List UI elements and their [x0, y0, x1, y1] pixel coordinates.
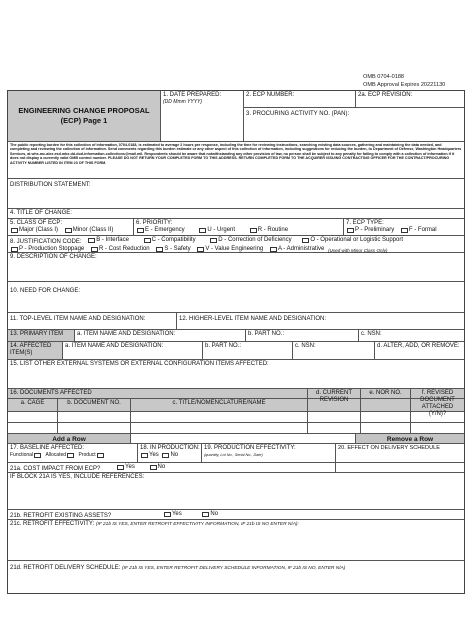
- priority-emergency-label: E - Emergency: [145, 227, 185, 233]
- justification-p-label: P - Production Stoppage: [19, 246, 85, 252]
- ecp-number-block: [244, 91, 464, 141]
- document-attached-input[interactable]: [411, 423, 464, 433]
- affected-items-row: [8, 342, 464, 360]
- justification-r-option[interactable]: [90, 246, 150, 253]
- affected-nsn-field[interactable]: [293, 342, 375, 359]
- document-title-input[interactable]: [131, 423, 308, 433]
- justification-a-option[interactable]: [269, 246, 324, 253]
- class-major-checkbox[interactable]: [11, 228, 18, 233]
- col-nor-no: e. NOR NO.: [361, 389, 411, 411]
- affected-alter-field[interactable]: [375, 342, 464, 359]
- baseline-affected: [8, 444, 138, 462]
- omb-approval: OMB Approval Expires 20221130: [363, 82, 446, 88]
- type-preliminary-checkbox[interactable]: [347, 228, 354, 233]
- retrofit-delivery: [8, 561, 464, 585]
- justification-d-checkbox[interactable]: [210, 238, 217, 243]
- document-nor-input[interactable]: [361, 412, 411, 422]
- priority-label: 6. PRIORITY:: [136, 220, 173, 226]
- justification-d-option[interactable]: [209, 237, 291, 244]
- ecp-number-row: [244, 91, 464, 108]
- justification-b-label: B - Interface: [96, 237, 129, 243]
- title-of-change-label: 4. TITLE OF CHANGE:: [10, 210, 72, 216]
- priority: [134, 219, 344, 235]
- document-revision-input[interactable]: [308, 412, 361, 422]
- justification-o-option[interactable]: [301, 237, 403, 244]
- ecp-revision-label: 2a. ECP REVISION:: [358, 92, 413, 98]
- baseline-allocated-checkbox[interactable]: [67, 453, 74, 458]
- justification-o-label: O - Operational or Logistic Support: [310, 237, 404, 243]
- affected-name-field[interactable]: [63, 342, 203, 359]
- baseline-allocated-option[interactable]: [45, 452, 75, 459]
- class-of-ecp: [8, 219, 134, 235]
- procuring-activity-label: 3. PROCURING ACTIVITY NO. (PAN):: [246, 111, 350, 117]
- retrofit-no-checkbox[interactable]: [202, 512, 209, 517]
- production-effectivity-hint: (quantity, Lot No., Serial No., Date): [204, 453, 263, 457]
- class-major-option[interactable]: [10, 227, 58, 234]
- retrofit-delivery-row[interactable]: [8, 561, 464, 585]
- class-major-label: Major (Class I): [19, 227, 59, 233]
- affected-items-label-line2: ITEM(S): [10, 350, 33, 356]
- add-row-button[interactable]: Add a Row: [8, 434, 131, 443]
- distribution-row[interactable]: [8, 179, 464, 209]
- higher-level-label: 12. HIGHER-LEVEL ITEM NAME AND DESIGNATION:: [179, 316, 327, 322]
- priority-emergency-checkbox[interactable]: [137, 228, 144, 233]
- need-row[interactable]: [8, 282, 464, 313]
- document-nor-input[interactable]: [361, 423, 411, 433]
- retrofit-assets-label: 21b. RETROFIT EXISTING ASSETS?: [10, 513, 112, 519]
- justification-label: 8. JUSTIFICATION CODE:: [10, 239, 82, 245]
- other-systems-label: 15. LIST OTHER EXTERNAL SYSTEMS OR EXTERNAL CONFIGURATION ITEMS AFFECTED:: [10, 361, 269, 367]
- primary-part-label: b. PART NO.:: [248, 331, 285, 337]
- baseline-functional-option[interactable]: [10, 452, 42, 459]
- priority-urgent-option[interactable]: [198, 227, 235, 234]
- retrofit-delivery-label: 21d. RETROFIT DELIVERY SCHEDULE:: [10, 565, 121, 571]
- justification-d-label: D - Correction of Deficiency: [218, 237, 292, 243]
- item-designation-row: [8, 313, 464, 330]
- cost-impact-yes-checkbox[interactable]: [117, 465, 124, 470]
- cost-impact-no-option[interactable]: [149, 464, 166, 471]
- justification-a-label: A - Administrative: [277, 246, 325, 252]
- primary-item-label: 13. PRIMARY ITEM: [8, 330, 75, 341]
- ecp-number-label: 2. ECP NUMBER:: [246, 92, 295, 98]
- baseline-product-option[interactable]: [78, 452, 104, 459]
- primary-item-name-field[interactable]: [75, 330, 246, 341]
- burden-row: [8, 142, 464, 179]
- class-minor-option[interactable]: [64, 227, 114, 234]
- justification-s-label: S - Safety: [164, 246, 191, 252]
- col-document-no: b. DOCUMENT NO.: [58, 399, 131, 411]
- document-attached-input[interactable]: [411, 412, 464, 422]
- in-production-yes-checkbox[interactable]: [141, 453, 148, 458]
- ecp-type-label: 7. ECP TYPE:: [346, 220, 384, 226]
- document-cage-input[interactable]: [8, 423, 58, 433]
- cost-impact-label: 21a. COST IMPACT FROM ECP?: [10, 466, 101, 472]
- retrofit-no-option[interactable]: [201, 511, 218, 518]
- omb-block: [363, 73, 445, 89]
- primary-item-name-label: a. ITEM NAME AND DESIGNATION:: [77, 331, 176, 337]
- affected-nsn-label: c. NSN:: [295, 343, 316, 349]
- cost-impact: [8, 463, 336, 472]
- primary-item-row: [8, 330, 464, 342]
- document-no-input[interactable]: [58, 423, 131, 433]
- delivery-schedule-field[interactable]: [336, 444, 464, 462]
- form-title-line1: ENGINEERING CHANGE PROPOSAL: [18, 106, 150, 115]
- class-priority-type-row: [8, 219, 464, 236]
- retrofit-effectivity: [8, 520, 464, 560]
- priority-routine-label: R - Routine: [257, 227, 289, 233]
- justification-row: [8, 236, 464, 253]
- class-minor-label: Minor (Class II): [72, 227, 114, 233]
- procuring-activity-field[interactable]: [244, 108, 464, 141]
- cost-impact-no-label: No: [157, 464, 166, 470]
- burden-statement: The public reporting burden for this collection of information, 0704-0188, is estimated to average 2 hours per response, including the time for reviewing instructions, searching existing data sources, gathering and maintaining the data needed, and completing and reviewing the collection of information. Send comments regarding this burden estimate or any other aspect of this collection of information, including suggestions for reducing the burden, to Department of Defense, Washington Headquarters Services, at whs.mc-alex.esd.mbx.dd-dod-information-collections@mail.mil. Respondents should be aware that notwithstanding any other provision of law, no person shall be subject to any penalty for failing to comply with a collection of information if it does not display a currently valid OMB control number. PLEASE DO NOT RETURN YOUR COMPLETED FORM TO THIS ADDRESS. RETURN COMPLETED FORM TO THE ACQUIRER ISSUING CONTRACTING OFFICER FOR THE CONTRACT/PROCURING ACTIVITY NUMBER LISTED IN ITEM 23 OF THIS FORM.: [10, 143, 462, 165]
- affected-items-label: [8, 342, 63, 359]
- ecp-number-field[interactable]: [244, 91, 356, 107]
- cost-impact-row: [8, 463, 464, 473]
- retrofit-yes-option[interactable]: [163, 511, 182, 518]
- retrofit-effectivity-row[interactable]: [8, 520, 464, 561]
- references-label: IF BLOCK 21A IS YES, INCLUDE REFERENCES:: [10, 474, 145, 480]
- justification-b-checkbox[interactable]: [88, 238, 95, 243]
- type-formal-label: F - Formal: [408, 227, 437, 233]
- in-production-label: 18. IN PRODUCTION:: [140, 445, 200, 451]
- type-preliminary-option[interactable]: [346, 227, 394, 234]
- document-row[interactable]: [8, 412, 464, 423]
- affected-part-field[interactable]: [203, 342, 293, 359]
- date-prepared-label: 1. DATE PREPARED:: [163, 92, 222, 98]
- baseline-functional-label: Functional: [10, 452, 34, 458]
- document-revision-input[interactable]: [308, 423, 361, 433]
- document-row[interactable]: [8, 423, 464, 434]
- baseline-product-label: Product: [78, 452, 96, 458]
- justification-r-checkbox[interactable]: [91, 247, 98, 252]
- distribution-label: DISTRIBUTION STATEMENT:: [10, 182, 91, 188]
- cost-impact-no-checkbox[interactable]: [150, 465, 157, 470]
- title-of-change-row[interactable]: [8, 209, 464, 219]
- in-production-no-option[interactable]: [161, 452, 178, 459]
- baseline-product-checkbox[interactable]: [97, 453, 104, 458]
- priority-routine-checkbox[interactable]: [250, 228, 257, 233]
- retrofit-delivery-hint: (IF 21b IS YES, ENTER RETROFIT DELIVERY SCHEDULE INFORMATION, IF 21b IS NO, ENTER N/A): [122, 566, 346, 571]
- row-buttons: [8, 434, 464, 444]
- baseline-functional-checkbox[interactable]: [34, 453, 41, 458]
- top-level-field[interactable]: [8, 313, 177, 329]
- description-label: 9. DESCRIPTION OF CHANGE:: [10, 254, 97, 260]
- justification-s-option[interactable]: [155, 246, 190, 253]
- references-row[interactable]: [8, 473, 464, 510]
- form-title-line2: (ECP) Page 1: [60, 116, 108, 125]
- in-production-no-checkbox[interactable]: [162, 453, 169, 458]
- retrofit-yes-label: Yes: [171, 511, 182, 517]
- baseline-row: [8, 444, 464, 463]
- description-row[interactable]: [8, 253, 464, 282]
- type-formal-checkbox[interactable]: [401, 228, 408, 233]
- delivery-schedule-label: 20. EFFECT ON DELIVERY SCHEDULE: [338, 445, 440, 451]
- documents-affected-label: 16. DOCUMENTS AFFECTED: [8, 389, 308, 398]
- type-preliminary-label: P - Preliminary: [355, 227, 395, 233]
- priority-urgent-label: U - Urgent: [207, 227, 236, 233]
- primary-nsn-label: c. NSN:: [361, 331, 382, 337]
- cost-impact-yes-label: Yes: [125, 464, 135, 470]
- remove-row-button[interactable]: Remove a Row: [356, 434, 464, 443]
- justification-c-label: C - Compatibility: [151, 237, 196, 243]
- in-production-yes-label: Yes: [149, 452, 159, 458]
- higher-level-field[interactable]: [177, 313, 464, 329]
- type-formal-option[interactable]: [400, 227, 437, 234]
- retrofit-effectivity-label: 21c. RETROFIT EFFECTIVITY:: [10, 521, 95, 527]
- col-title: c. TITLE/NOMENCLATURE/NAME: [131, 399, 308, 411]
- affected-name-label: a. ITEM NAME AND DESIGNATION:: [65, 343, 164, 349]
- class-minor-checkbox[interactable]: [65, 228, 72, 233]
- document-cage-input[interactable]: [8, 412, 58, 422]
- header-row: [8, 91, 464, 142]
- justification-admin-note: (Used with Minor Class Only): [327, 248, 388, 253]
- priority-urgent-checkbox[interactable]: [199, 228, 206, 233]
- affected-alter-label: d. ALTER, ADD, OR REMOVE:: [377, 343, 460, 349]
- ecp-form: [7, 90, 465, 594]
- affected-part-label: b. PART NO.:: [205, 343, 242, 349]
- col-cage: a. CAGE: [8, 399, 58, 411]
- baseline-label: 17. BASELINE AFFECTED:: [10, 445, 85, 451]
- affected-items-label-line1: 14. AFFECTED: [10, 343, 52, 349]
- in-production-no-label: No: [170, 452, 179, 458]
- justification-c-option[interactable]: [143, 237, 196, 244]
- justification-v-option[interactable]: [196, 246, 263, 253]
- retrofit-assets: [8, 510, 464, 519]
- justification-code: [8, 236, 464, 252]
- justification-c-checkbox[interactable]: [144, 238, 151, 243]
- justification-p-checkbox[interactable]: [11, 247, 18, 252]
- form-title: [8, 91, 161, 141]
- top-level-label: 11. TOP-LEVEL ITEM NAME AND DESIGNATION:: [10, 316, 146, 322]
- retrofit-yes-checkbox[interactable]: [164, 512, 171, 517]
- primary-part-field[interactable]: [246, 330, 359, 341]
- justification-v-label: V - Value Engineering: [205, 246, 264, 252]
- cost-impact-yes-option[interactable]: [116, 464, 135, 471]
- col-current-revision: d. CURRENT REVISION: [308, 389, 361, 411]
- need-label: 10. NEED FOR CHANGE:: [10, 288, 81, 294]
- retrofit-assets-row: [8, 510, 464, 520]
- document-no-input[interactable]: [58, 412, 131, 422]
- in-production-yes-option[interactable]: [140, 452, 159, 459]
- in-production: [138, 444, 202, 462]
- class-of-ecp-label: 5. CLASS OF ECP:: [10, 220, 63, 226]
- production-effectivity-field[interactable]: [202, 444, 336, 462]
- production-effectivity-label: 19. PRODUCTION EFFECTIVITY:: [204, 445, 296, 451]
- retrofit-no-label: No: [210, 511, 219, 517]
- ecp-revision-field[interactable]: [356, 91, 464, 107]
- ecp-type: [344, 219, 464, 235]
- justification-s-checkbox[interactable]: [156, 247, 163, 252]
- other-systems-row[interactable]: [8, 360, 464, 389]
- justification-v-checkbox[interactable]: [197, 247, 204, 252]
- col-revised-doc: f. REVISED DOCUMENT ATTACHED (Y/N)?: [420, 390, 455, 417]
- justification-b-option[interactable]: [87, 237, 129, 244]
- baseline-allocated-label: Allocated: [45, 452, 67, 458]
- priority-routine-option[interactable]: [249, 227, 288, 234]
- primary-nsn-field[interactable]: [359, 330, 464, 341]
- priority-emergency-option[interactable]: [136, 227, 185, 234]
- date-prepared-field[interactable]: [161, 91, 244, 141]
- retrofit-effectivity-hint: (IF 21b IS YES, ENTER RETROFIT EFFECTIVITY INFORMATION, IF 21b IS NO ENTER N/A):: [95, 522, 299, 527]
- justification-a-checkbox[interactable]: [270, 247, 277, 252]
- justification-r-label: R - Cost Reduction: [98, 246, 150, 252]
- document-title-input[interactable]: [131, 412, 308, 422]
- date-prepared-hint: (DD Mmm YYYY): [163, 99, 203, 105]
- omb-number: OMB 0704-0188: [363, 74, 405, 80]
- justification-p-option[interactable]: [10, 246, 84, 253]
- justification-o-checkbox[interactable]: [302, 238, 309, 243]
